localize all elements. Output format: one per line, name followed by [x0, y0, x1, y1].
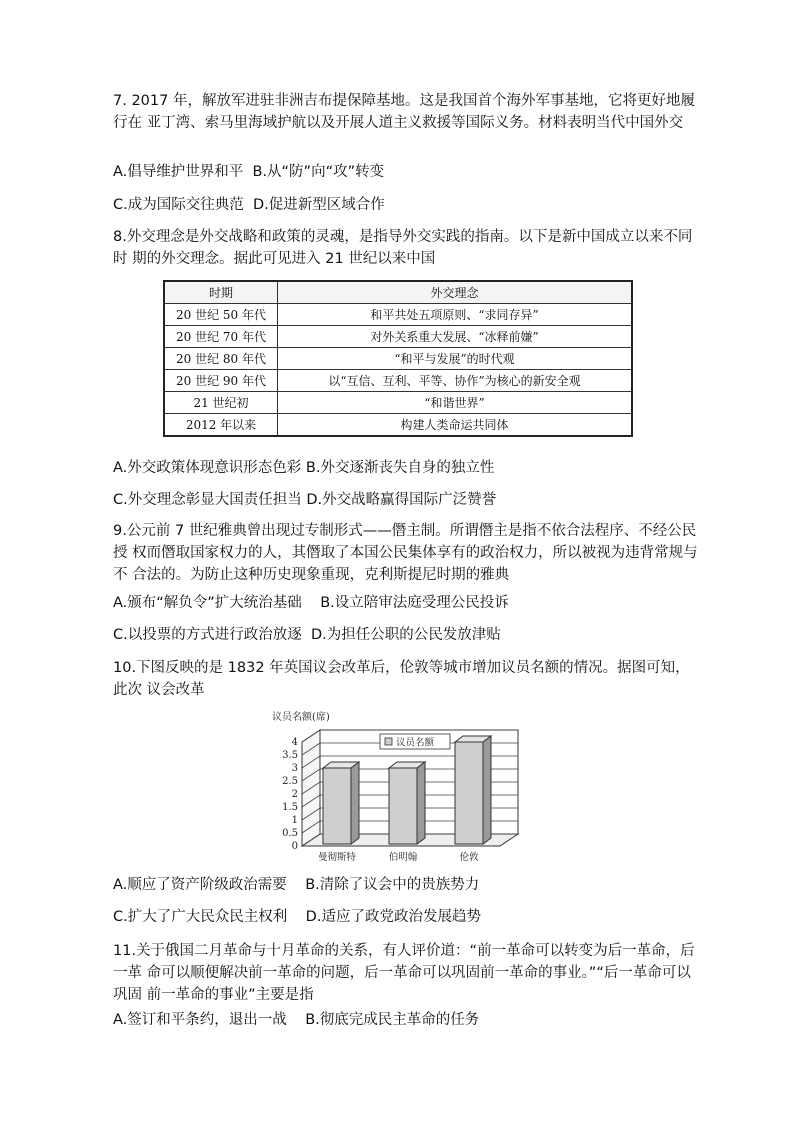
- chart-bar-side: [351, 762, 359, 844]
- chart-legend-label: 议员名额: [396, 737, 435, 749]
- chart-y-tick-label: 2.5: [282, 776, 298, 787]
- table-row: [164, 326, 632, 348]
- question-10-options-row1: A.顺应了资产阶级政治需要 B.清除了议会中的贵族势力: [113, 877, 480, 893]
- question-9-options-row1: A.颁布“解负令”扩大统治基础 B.设立陪审法庭受理公民投诉: [113, 595, 509, 611]
- table-header-period: 时期: [164, 281, 278, 304]
- table-row: [164, 392, 632, 414]
- table-cell-period: 20 世纪 90 年代: [164, 370, 278, 392]
- question-11-options-row1: A.签订和平条约，退出一战 B.彻底完成民主革命的任务: [113, 1012, 480, 1028]
- chart-y-tick-label: 2: [291, 789, 298, 800]
- chart-x-tick-label: 伦敦: [459, 852, 479, 863]
- question-7-options-row1: A.倡导维护世界和平 B.从“防”向“攻”转变: [113, 164, 385, 180]
- table-row: [164, 348, 632, 370]
- chart-ylabel: 议员名额(席): [272, 712, 330, 723]
- question-8-options-row2: C.外交理念彰显大国责任担当 D.外交战略赢得国际广泛赞誉: [113, 492, 497, 508]
- chart-y-tick-label: 0: [291, 841, 298, 852]
- chart-bar: [323, 768, 351, 844]
- table-header-concept: 外交理念: [278, 281, 633, 304]
- question-7-text: 7. 2017 年，解放军进驻非洲吉布提保障基地。这是我国首个海外军事基地，它将更好地履行在 亚丁湾、索马里海域护航以及开展人道主义救援等国际义务。材料表明当代中国外交: [113, 93, 695, 131]
- chart-bar-side: [483, 736, 491, 844]
- diplomacy-table: [163, 280, 633, 437]
- question-8-text: 8.外交理念是外交战略和政策的灵魂，是指导外交实践的指南。以下是新中国成立以来不同时 期的外交理念。据此可见进入 21 世纪以来中国: [113, 229, 693, 267]
- chart-y-tick-label: 0.5: [282, 828, 298, 839]
- table-cell-period: 2012 年以来: [164, 414, 278, 437]
- table-cell-period: 20 世纪 70 年代: [164, 326, 278, 348]
- table-cell-period: 20 世纪 50 年代: [164, 304, 278, 326]
- chart-y-tick-label: 4: [291, 737, 298, 748]
- chart-y-tick-label: 1: [291, 815, 298, 826]
- chart-legend-swatch: [385, 738, 392, 745]
- question-9-options-row2: C.以投票的方式进行政治放逐 D.为担任公职的公民发放津贴: [113, 627, 501, 643]
- chart-x-tick-label: 曼彻斯特: [317, 852, 357, 863]
- table-cell-period: 21 世纪初: [164, 392, 278, 414]
- table-header-row: [164, 281, 632, 304]
- table-row: [164, 304, 632, 326]
- seat-count-bar-chart: [268, 708, 528, 866]
- question-10-text: 10.下图反映的是 1832 年英国议会改革后，伦敦等城市增加议员名额的情况。据图可知，此次 议会改革: [113, 660, 690, 698]
- table-cell-concept: “和谐世界”: [278, 392, 633, 414]
- table-cell-period: 20 世纪 80 年代: [164, 348, 278, 370]
- table-cell-concept: “和平与发展”的时代观: [278, 348, 633, 370]
- chart-x-tick-label: 伯明翰: [388, 852, 418, 863]
- question-11-text: 11.关于俄国二月革命与十月革命的关系，有人评价道：“前一革命可以转变为后一革命，后一革 命可以顺便解决前一革命的问题，后一革命可以巩固前一革命的事业。”“后一革命可以巩固 前一革命的事业”主要是指: [113, 943, 695, 1003]
- table-cell-concept: 构建人类命运共同体: [278, 414, 633, 437]
- chart-y-tick-label: 3: [291, 763, 298, 774]
- chart-y-tick-label: 1.5: [282, 802, 298, 813]
- table-cell-concept: 对外关系重大发展、“冰释前嫌”: [278, 326, 633, 348]
- question-9-text: 9.公元前 7 世纪雅典曾出现过专制形式——僭主制。所谓僭主是指不依合法程序、不经公民授 权而僭取国家权力的人，其僭取了本国公民集体享有的政治权力，所以被视为违背常规与不 合法的。为防止这种历史现象重现，克利斯提尼时期的雅典: [113, 523, 698, 583]
- table-row: [164, 414, 632, 437]
- chart-y-tick-label: 3.5: [282, 750, 298, 761]
- chart-bar: [389, 768, 417, 844]
- table-row: [164, 370, 632, 392]
- question-7-options-row2: C.成为国际交往典范 D.促进新型区域合作: [113, 197, 385, 213]
- question-8-options-row1: A.外交政策体现意识形态色彩 B.外交逐渐丧失自身的独立性: [113, 460, 495, 476]
- chart-bar: [455, 742, 483, 844]
- table-cell-concept: 以“互信、互利、平等、协作”为核心的新安全观: [278, 370, 633, 392]
- question-10-options-row2: C.扩大了广大民众民主权利 D.适应了政党政治发展趋势: [113, 909, 481, 925]
- chart-bar-side: [417, 762, 425, 844]
- table-cell-concept: 和平共处五项原则、“求同存异”: [278, 304, 633, 326]
